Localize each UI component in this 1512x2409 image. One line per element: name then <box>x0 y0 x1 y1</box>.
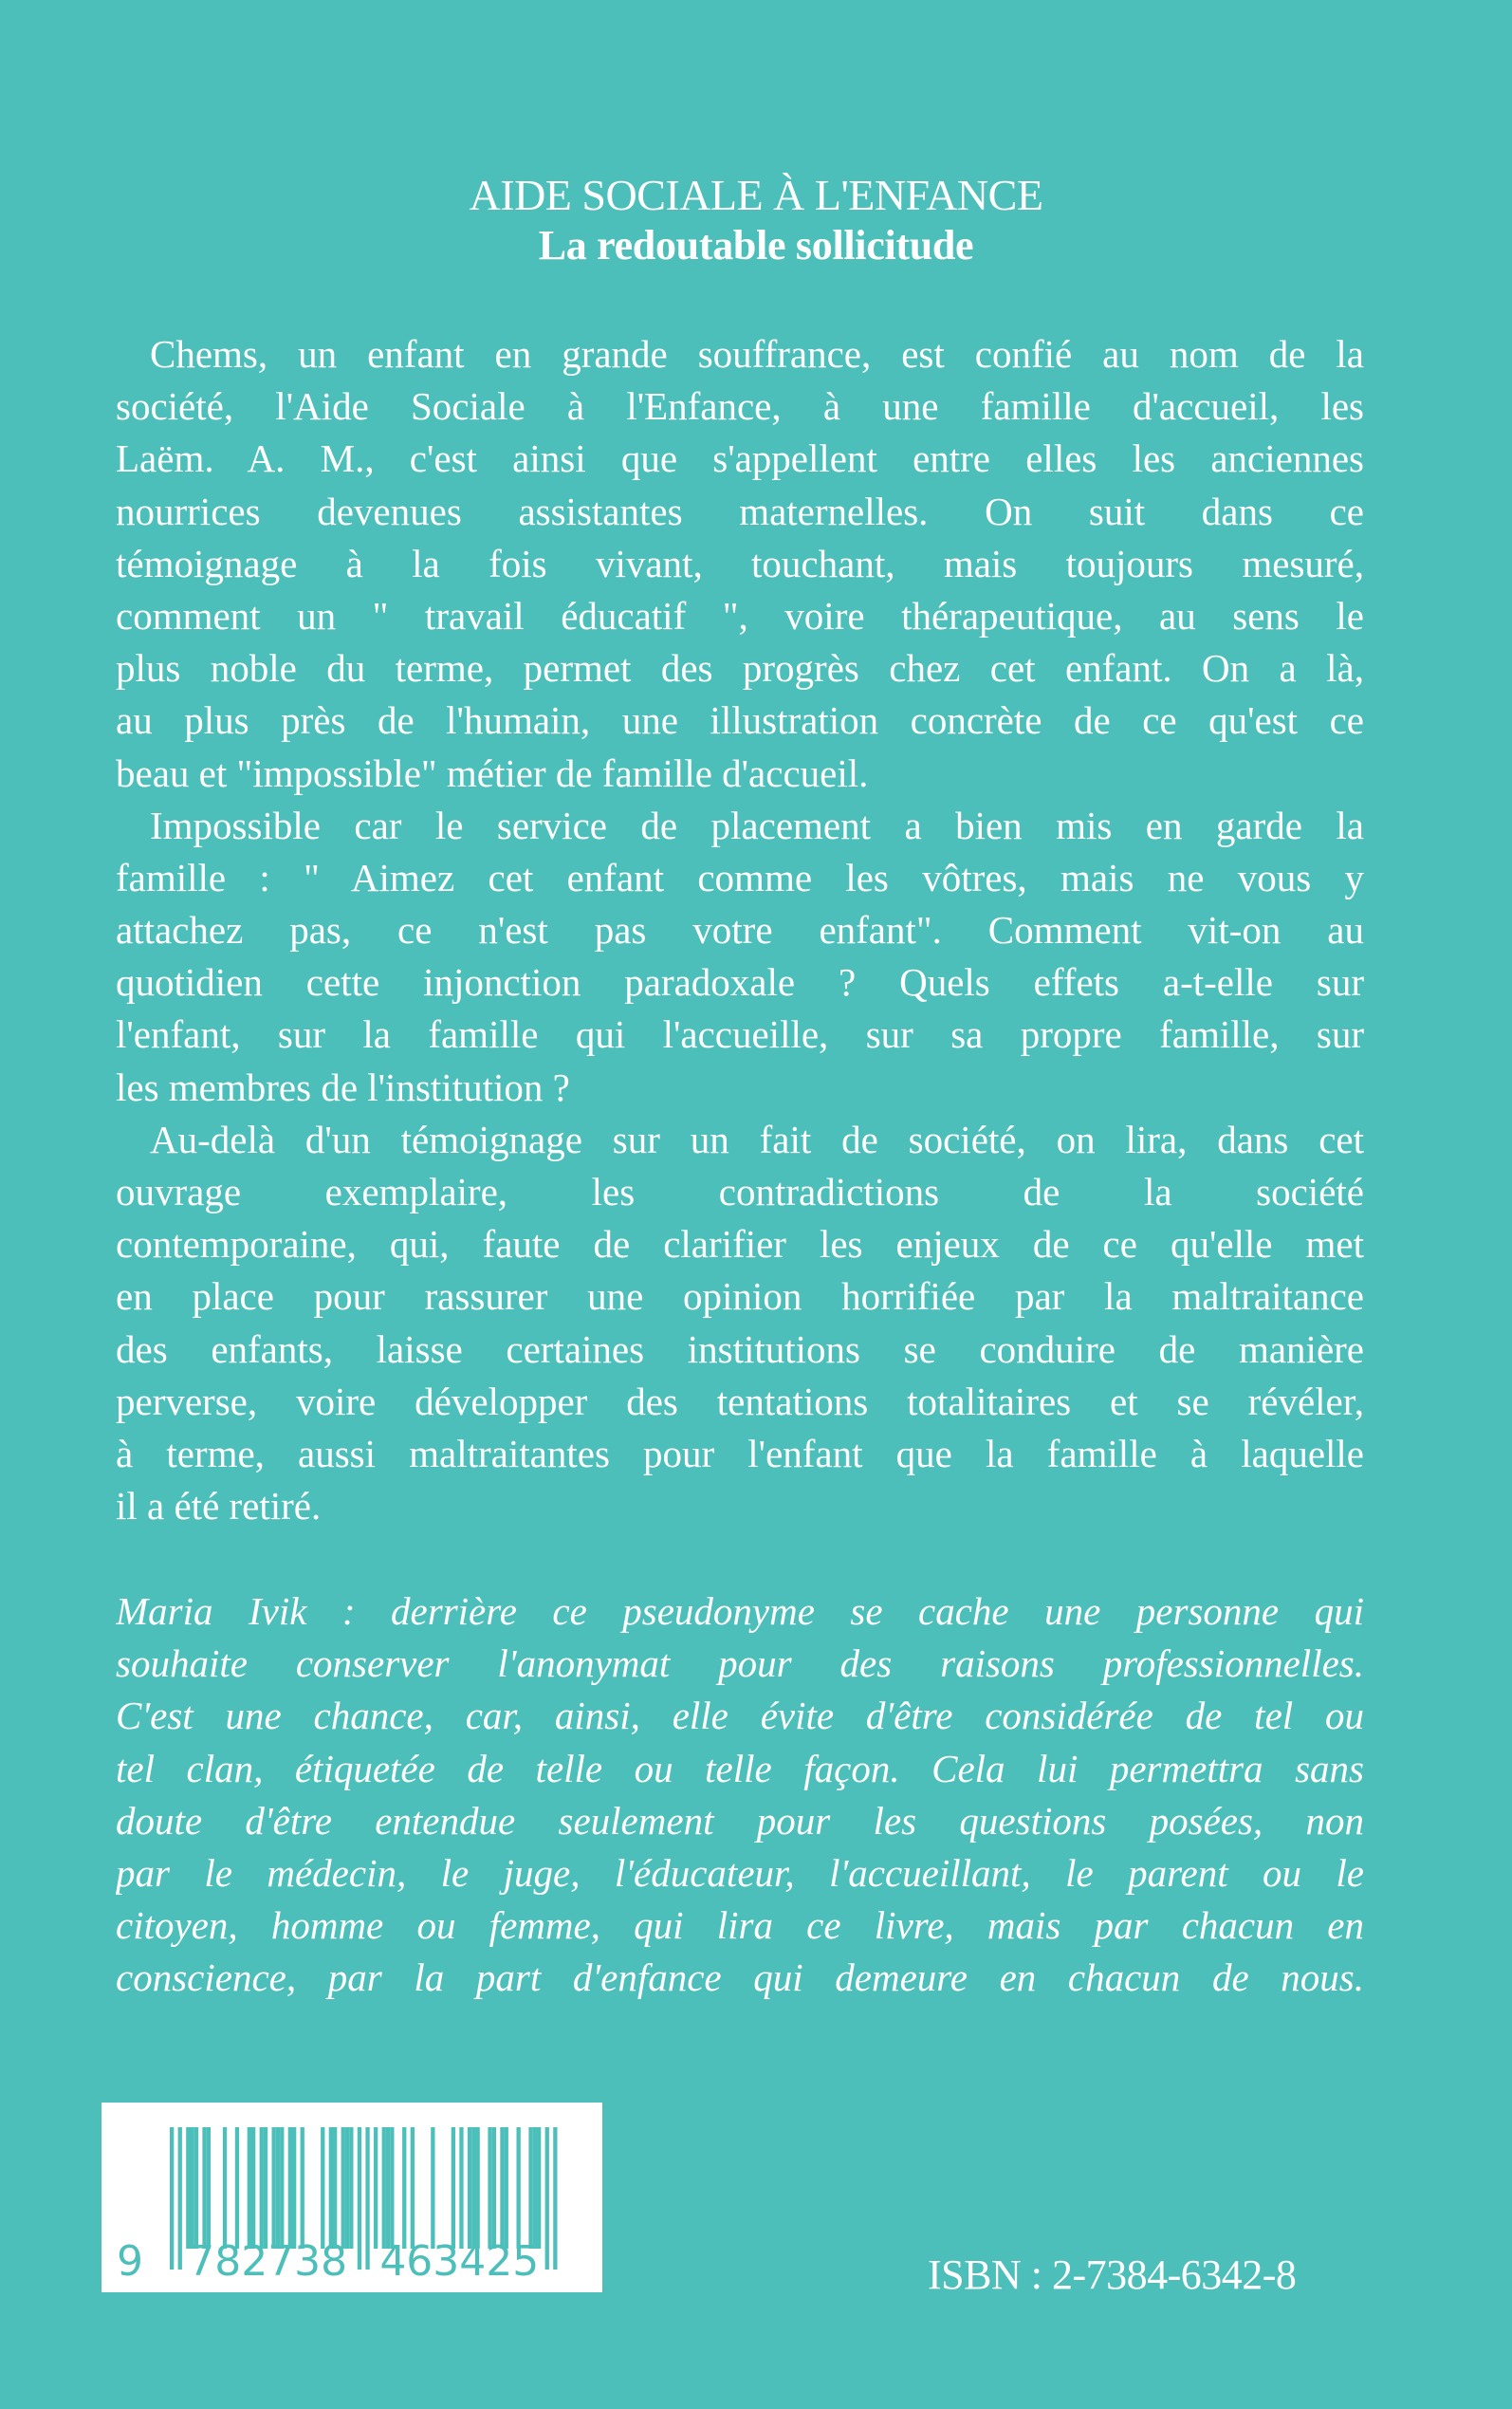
barcode-bar <box>280 2127 284 2249</box>
barcode-bar <box>321 2127 324 2249</box>
barcode-bar <box>533 2127 537 2249</box>
blurb-line: attachez pas, ce n'est pas votre enfant". Comment vit-on au <box>116 908 1364 953</box>
barcode-bar <box>345 2127 349 2249</box>
barcode-bar <box>260 2127 264 2249</box>
author-note <box>116 1585 1364 2005</box>
barcode-bar <box>374 2127 378 2249</box>
blurb-line: nourrices devenues assistantes maternelles. On suit dans ce <box>116 489 1364 533</box>
blurb-line: comment un " travail éducatif ", voire thérapeutique, au sens le <box>116 593 1364 638</box>
barcode-bar <box>194 2127 198 2249</box>
book-subtitle: La redoutable sollicitude <box>538 222 974 269</box>
barcode-bar <box>488 2127 491 2249</box>
barcode-bar <box>452 2127 455 2249</box>
barcode-bar <box>390 2127 394 2249</box>
barcode-bar <box>178 2127 182 2270</box>
author-note-line: conscience, par la part d'enfance qui demeure en chacun de nous. <box>116 1955 1364 2000</box>
barcode-bar <box>545 2127 549 2270</box>
barcode-bar <box>264 2127 267 2249</box>
barcode-bar <box>386 2127 390 2249</box>
author-note-line: Maria Ivik : derrière ce pseudonyme se cache une personne qui <box>116 1589 1364 1633</box>
barcode-digits: 782738 <box>188 2237 348 2286</box>
barcode-bar <box>333 2127 337 2249</box>
barcode-bar <box>288 2127 292 2249</box>
barcode-bar <box>537 2127 541 2249</box>
author-note-line: souhaite conserver l'anonymat pour des raisons professionnelles. <box>116 1641 1364 1686</box>
barcode-bar <box>500 2127 504 2249</box>
barcode-bar <box>528 2127 532 2249</box>
barcode-bar <box>301 2127 304 2249</box>
blurb-line: ouvrage exemplaire, les contradictions de la société <box>116 1170 1364 1214</box>
barcode-bar <box>292 2127 296 2249</box>
barcode-bar <box>476 2127 480 2249</box>
barcode-bar <box>459 2127 463 2249</box>
author-note-line: citoyen, homme ou femme, qui lira ce livre, mais par chacun en <box>116 1903 1364 1948</box>
barcode-bar <box>553 2127 557 2270</box>
barcode-bar <box>276 2127 280 2249</box>
author-note-line: C'est une chance, car, ainsi, elle évite d'être considérée de tel ou <box>116 1694 1364 1738</box>
barcode-bar <box>235 2127 239 2249</box>
blurb-line: l'enfant, sur la famille qui l'accueille, sur sa propre famille, sur <box>116 1012 1364 1057</box>
barcode-bar <box>341 2127 345 2249</box>
barcode-bar <box>358 2127 361 2270</box>
blurb-line: contemporaine, qui, faute de clarifier les enjeux de ce qu'elle met <box>116 1222 1364 1267</box>
barcode-bar <box>365 2127 369 2270</box>
blurb-line: Laëm. A. M., c'est ainsi que s'appellent entre elles les anciennes <box>116 436 1364 481</box>
barcode-bar <box>272 2127 276 2249</box>
barcode-bar <box>202 2127 206 2249</box>
barcode-bar <box>223 2127 227 2249</box>
barcode-bar <box>248 2127 251 2249</box>
barcode-digits: 9 <box>117 2237 143 2286</box>
barcode-bar <box>382 2127 386 2249</box>
blurb-line: perverse, voire développer des tentations totalitaires et se révéler, <box>116 1379 1364 1423</box>
book-title: AIDE SOCIALE À L'ENFANCE <box>469 171 1043 219</box>
barcode-bar <box>402 2127 406 2249</box>
barcode-bars <box>101 2103 602 2292</box>
blurb-line: beau et "impossible" métier de famille d'accueil. <box>116 750 869 795</box>
blurb-line: Chems, un enfant en grande souffrance, est confié au nom de la <box>150 332 1364 376</box>
barcode-bar <box>186 2127 190 2249</box>
blurb-line: Au-delà d'un témoignage sur un fait de société, on lira, dans cet <box>150 1117 1364 1161</box>
barcode-digits: 463425 <box>379 2237 540 2286</box>
blurb-line: société, l'Aide Sociale à l'Enfance, à une famille d'accueil, les <box>116 384 1364 429</box>
blurb-line: en place pour rassurer une opinion horrifiée par la maltraitance <box>116 1274 1364 1319</box>
author-note-line: doute d'être entendue seulement pour les questions posées, non <box>116 1798 1364 1843</box>
author-note-line: tel clan, étiquetée de telle ou telle façon. Cela lui permettra sans <box>116 1746 1364 1790</box>
barcode-bar <box>517 2127 521 2249</box>
blurb-line: Impossible car le service de placement a bien mis en garde la <box>150 803 1364 847</box>
barcode <box>101 2103 602 2292</box>
blurb-line: quotidien cette injonction paradoxale ? Quels effets a-t-elle sur <box>116 960 1364 1005</box>
barcode-bar <box>505 2127 508 2249</box>
blurb-line: au plus près de l'humain, une illustration concrète de ce qu'est ce <box>116 698 1364 743</box>
barcode-bar <box>431 2127 434 2249</box>
blurb-line: les membres de l'institution ? <box>116 1065 570 1109</box>
blurb-line: il a été retiré. <box>116 1484 322 1529</box>
barcode-bar <box>349 2127 353 2249</box>
isbn-label: ISBN : 2-7384-6342-8 <box>928 2251 1297 2298</box>
barcode-bar <box>468 2127 471 2249</box>
author-note-line: par le médecin, le juge, l'éducateur, l'accueillant, le parent ou le <box>116 1850 1364 1895</box>
barcode-bar <box>411 2127 415 2249</box>
blurb-line: plus noble du terme, permet des progrès chez cet enfant. On a là, <box>116 646 1364 691</box>
barcode-bar <box>492 2127 496 2249</box>
barcode-bar <box>170 2127 174 2270</box>
barcode-bar <box>251 2127 255 2249</box>
barcode-bar <box>207 2127 211 2249</box>
blurb-line: témoignage à la fois vivant, touchant, mais toujours mesuré, <box>116 541 1364 585</box>
barcode-bar <box>191 2127 194 2249</box>
blurb-line: des enfants, laisse certaines institutions se conduire de manière <box>116 1326 1364 1371</box>
barcode-bar <box>471 2127 475 2249</box>
blurb-text <box>116 328 1364 1532</box>
blurb-line: à terme, aussi maltraitantes pour l'enfant que la famille à laquelle <box>116 1431 1364 1475</box>
barcode-bar <box>329 2127 333 2249</box>
blurb-line: famille : " Aimez cet enfant comme les vôtres, mais ne vous y <box>116 855 1364 899</box>
